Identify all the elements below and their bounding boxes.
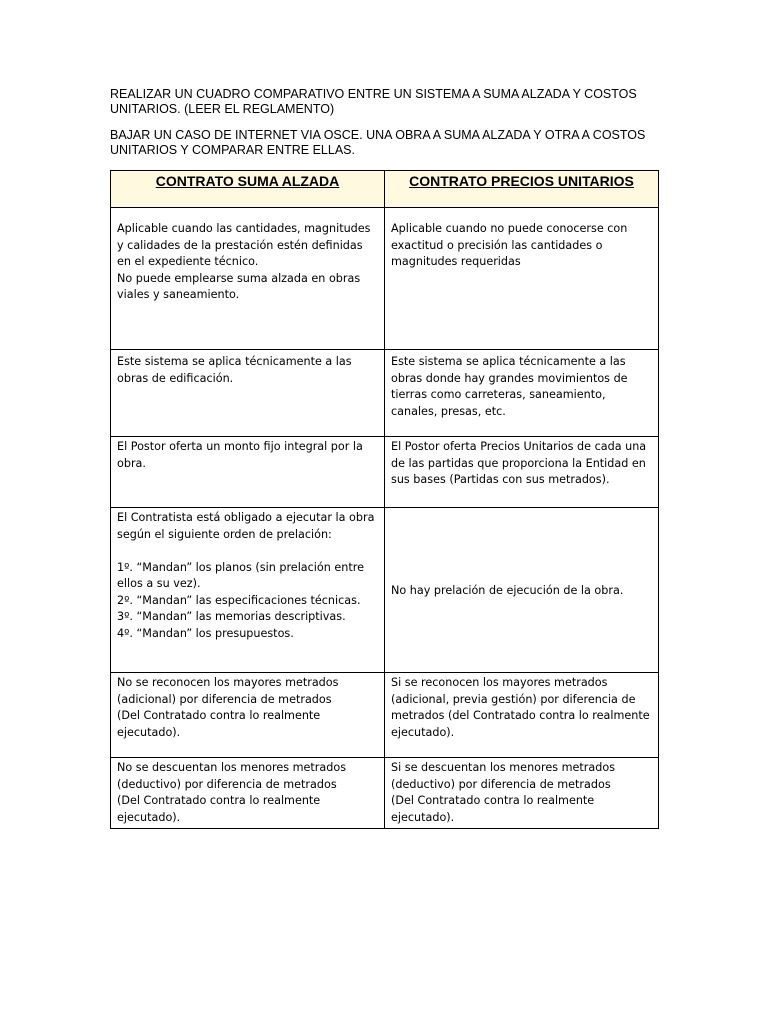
- cell-suma-alzada: [111, 508, 385, 673]
- cell-suma-alzada: [111, 437, 385, 508]
- cell-text: El Postor oferta un monto fijo integral por la obra.: [117, 440, 363, 470]
- cell-precios-unitarios: [385, 350, 659, 437]
- cell-text: No se reconocen los mayores metrados (adicional) por diferencia de metrados (Del Contratado contra lo realmente ejecutado).: [117, 676, 339, 739]
- cell-suma-alzada: [111, 350, 385, 437]
- instruction-paragraph-1: REALIZAR UN CUADRO COMPARATIVO ENTRE UN SISTEMA A SUMA ALZADA Y COSTOS UNITARIOS. (LEER EL REGLAMENTO): [110, 87, 637, 116]
- cell-suma-alzada: [111, 673, 385, 758]
- cell-text: Este sistema se aplica técnicamente a las obras de edificación.: [117, 355, 352, 385]
- table-header-row: [111, 171, 659, 208]
- cell-text: No se descuentan los menores metrados (deductivo) por diferencia de metrados (Del Contratado contra lo realmente ejecutado).: [117, 761, 347, 824]
- cell-precios-unitarios: [385, 758, 659, 829]
- cell-text: Si se reconocen los mayores metrados (adicional, previa gestión) por diferencia de metrados (del Contratado contra lo realmente ejecutado).: [391, 676, 650, 739]
- comparison-table: [110, 170, 659, 829]
- cell-precios-unitarios: [385, 208, 659, 350]
- cell-text: Si se descuentan los menores metrados (deductivo) por diferencia de metrados (Del Contratado contra lo realmente ejecutado).: [391, 761, 616, 824]
- table-row: [111, 673, 659, 758]
- cell-text: El Contratista está obligado a ejecutar la obra según el siguiente orden de prelación: 1º. “Mandan” los planos (sin prelación entre ellos a su vez). 2º. “Mandan” las especificaciones técnicas. 3º. “Mandan” las memorias descriptivas. 4º. “Mandan” los presupuestos.: [117, 511, 375, 640]
- cell-precios-unitarios: [385, 508, 659, 673]
- cell-text: No hay prelación de ejecución de la obra.: [391, 583, 624, 597]
- cell-precios-unitarios: [385, 437, 659, 508]
- table-row: [111, 208, 659, 350]
- cell-text: Este sistema se aplica técnicamente a las obras donde hay grandes movimientos de tierras como carreteras, saneamiento, canales, presas, etc.: [391, 355, 628, 418]
- cell-text: El Postor oferta Precios Unitarios de cada una de las partidas que proporciona la Entidad en sus bases (Partidas con sus metrados).: [391, 440, 647, 486]
- cell-suma-alzada: [111, 208, 385, 350]
- table-row: [111, 350, 659, 437]
- table-row: [111, 508, 659, 673]
- table-row: [111, 758, 659, 829]
- header-precios-unitarios: CONTRATO PRECIOS UNITARIOS: [385, 171, 659, 208]
- table-row: [111, 437, 659, 508]
- cell-suma-alzada: [111, 758, 385, 829]
- instruction-paragraph-2: BAJAR UN CASO DE INTERNET VIA OSCE. UNA OBRA A SUMA ALZADA Y OTRA A COSTOS UNITARIOS Y COMPARAR ENTRE ELLAS.: [110, 128, 646, 157]
- cell-text: Aplicable cuando no puede conocerse con exactitud o precisión las cantidades o magnitudes requeridas: [391, 222, 628, 268]
- cell-precios-unitarios: [385, 673, 659, 758]
- header-suma-alzada: CONTRATO SUMA ALZADA: [111, 171, 385, 208]
- cell-text: Aplicable cuando las cantidades, magnitudes y calidades de la prestación estén definidas en el expediente técnico. No puede emplearse suma alzada en obras viales y saneamiento.: [117, 222, 371, 301]
